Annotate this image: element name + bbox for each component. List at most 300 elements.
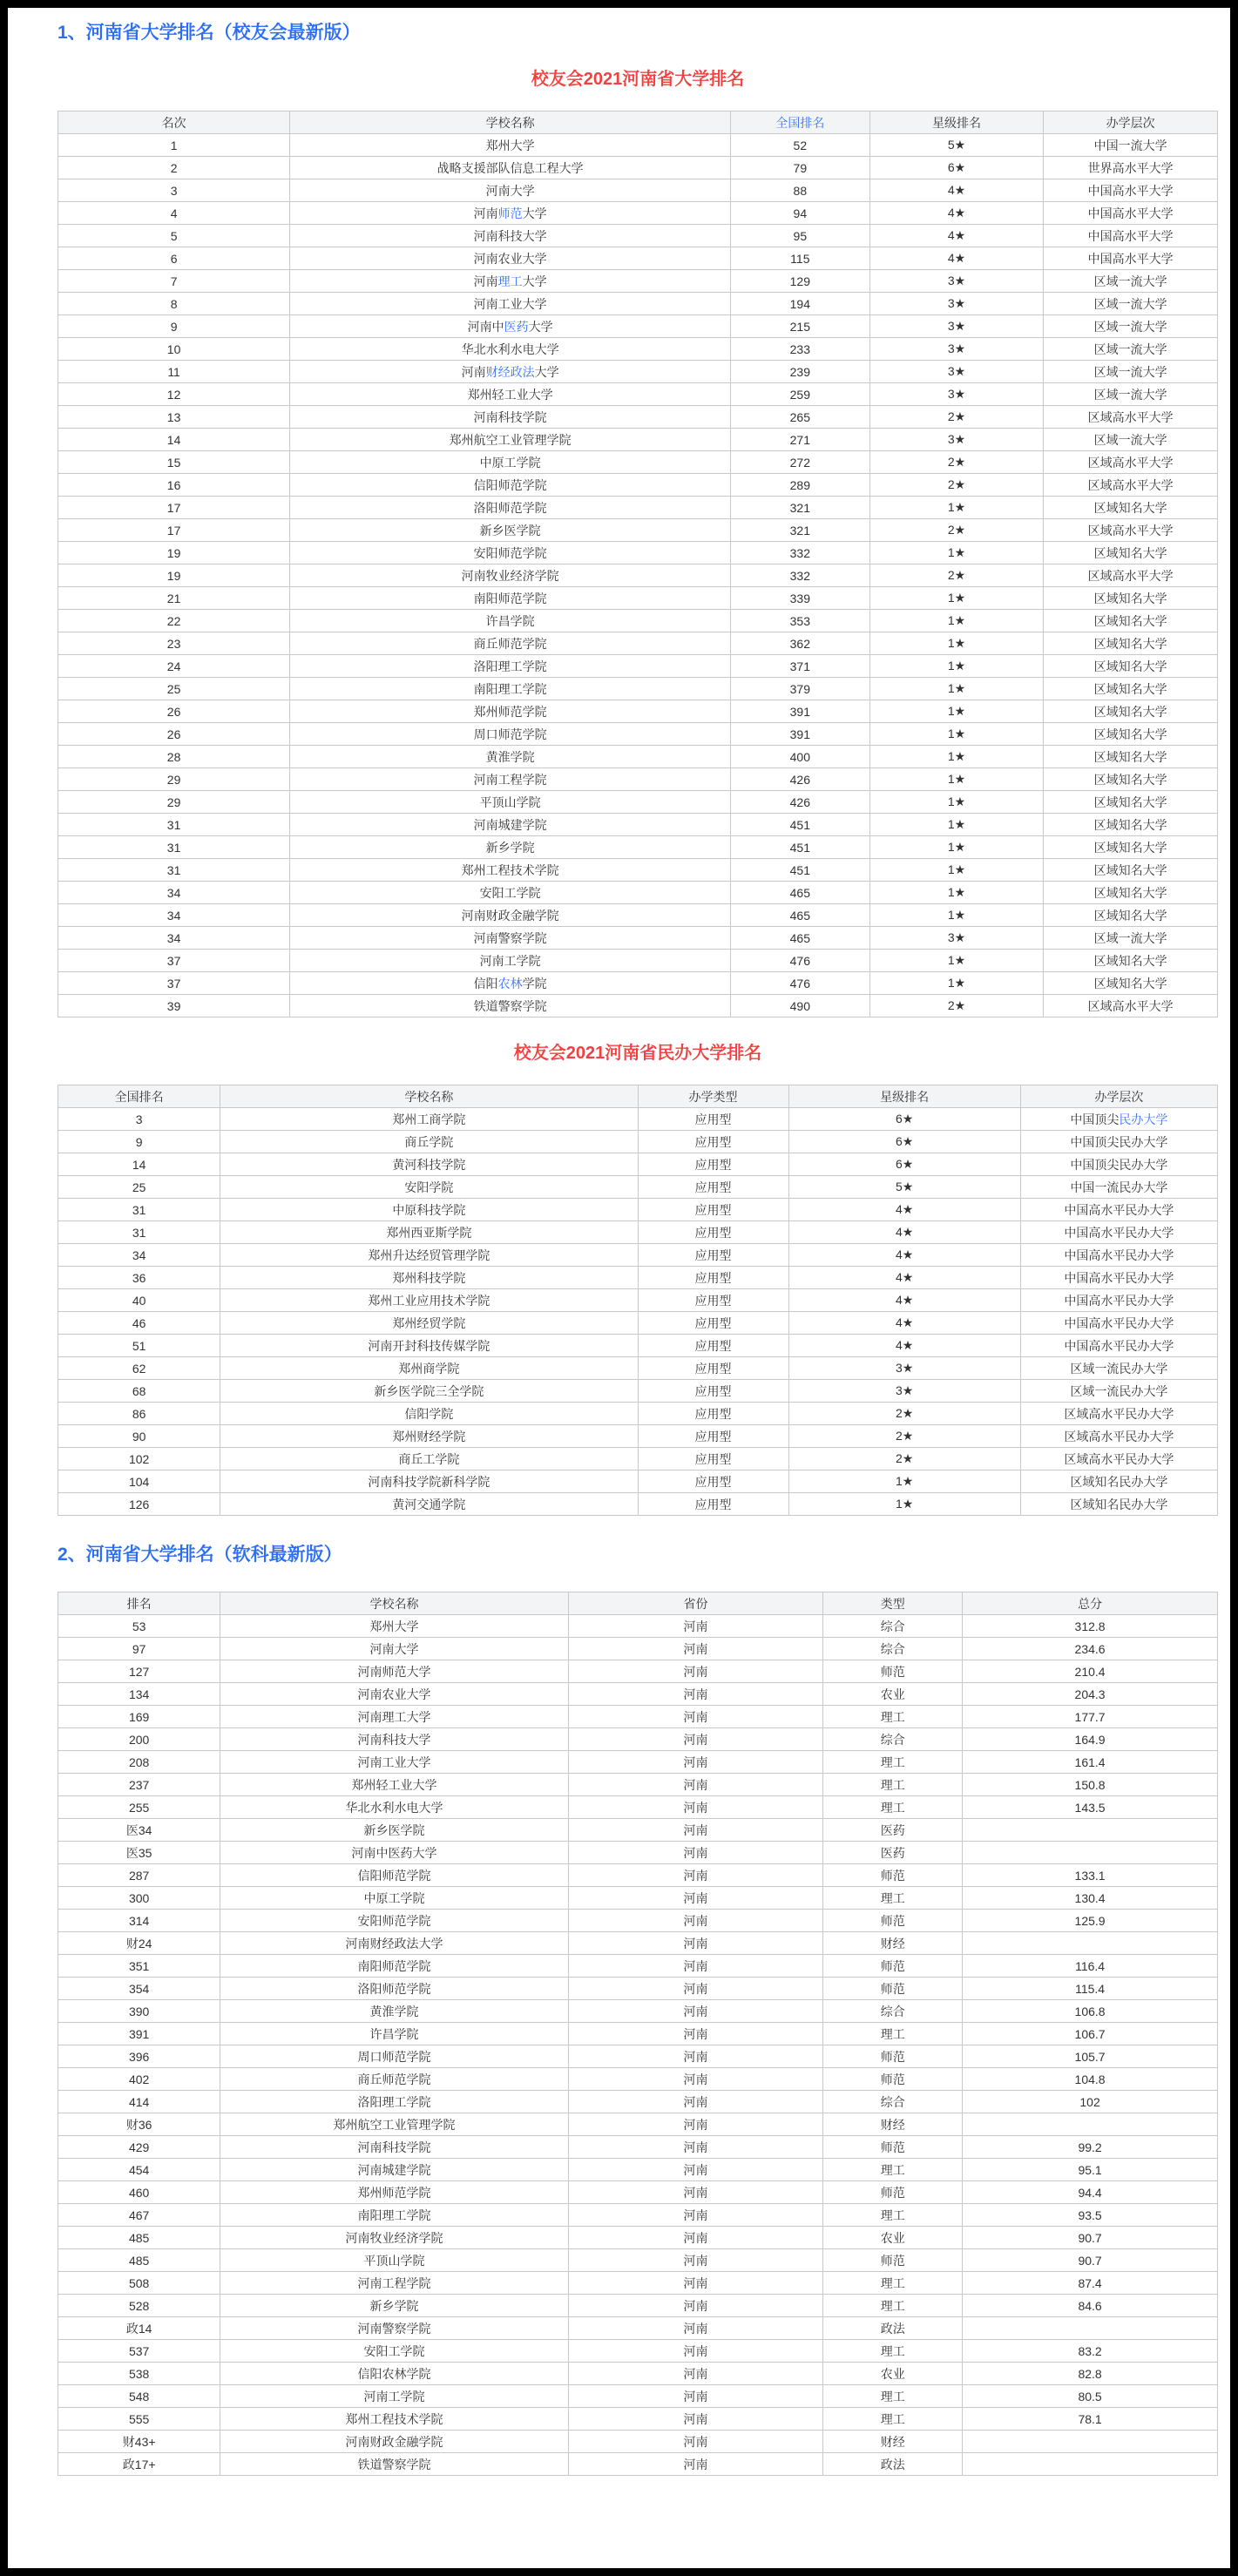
- table-cell: 新乡医学院: [290, 519, 731, 542]
- table-row: [58, 497, 1218, 519]
- table-cell: 208: [58, 1751, 220, 1774]
- table-cell: 161.4: [963, 1751, 1218, 1774]
- table-cell: 465: [730, 904, 869, 927]
- column-header: 办学层次: [1020, 1085, 1217, 1108]
- table-cell: 164.9: [963, 1728, 1218, 1751]
- table-cell: 53: [58, 1615, 220, 1638]
- table-cell: 19: [58, 565, 290, 587]
- table-cell: 河南: [568, 1660, 823, 1683]
- table-cell: 237: [58, 1774, 220, 1796]
- table-row: [58, 1615, 1218, 1638]
- table-cell: 34: [58, 927, 290, 950]
- table-cell: 1★: [869, 882, 1044, 904]
- table-cell: 4★: [788, 1199, 1020, 1221]
- table-cell: 河南: [568, 1615, 823, 1638]
- table-cell: 安阳工学院: [290, 882, 731, 904]
- table-row: [58, 1403, 1218, 1425]
- table-row: [58, 2249, 1218, 2272]
- table-cell: 理工: [823, 1796, 963, 1819]
- table-row: [58, 1289, 1218, 1312]
- table-cell: 465: [730, 882, 869, 904]
- table-cell: 485: [58, 2249, 220, 2272]
- table-cell: 2: [58, 157, 290, 179]
- table-cell: 区域知名大学: [1044, 791, 1218, 814]
- table-cell: 454: [58, 2159, 220, 2181]
- table-cell: 116.4: [963, 1955, 1218, 1978]
- table-cell: 22: [58, 610, 290, 632]
- table-cell: 4★: [788, 1267, 1020, 1289]
- table-cell: 财经: [823, 2431, 963, 2453]
- table-cell: 414: [58, 2091, 220, 2113]
- table-cell: 239: [730, 361, 869, 383]
- table-cell: 河南城建学院: [220, 2159, 568, 2181]
- table-cell: 黄河科技学院: [220, 1153, 638, 1176]
- table-cell: 区域知名大学: [1044, 678, 1218, 700]
- table-cell: 河南财经政法大学: [290, 361, 731, 383]
- table-cell: 339: [730, 587, 869, 610]
- table-cell: 区域知名大学: [1044, 859, 1218, 882]
- table-cell: 理工: [823, 1751, 963, 1774]
- table-cell: 区域知名大学: [1044, 950, 1218, 972]
- table-cell: 河南农业大学: [290, 247, 731, 270]
- table-cell: 314: [58, 1910, 220, 1932]
- table-cell: 河南理工大学: [220, 1706, 568, 1728]
- table-cell: 应用型: [638, 1403, 788, 1425]
- table-cell: 周口师范学院: [220, 2045, 568, 2068]
- table-cell: 4★: [788, 1335, 1020, 1357]
- table-cell: 区域知名大学: [1044, 972, 1218, 995]
- table-cell: 5★: [788, 1176, 1020, 1199]
- table-cell: 332: [730, 542, 869, 565]
- table-row: [58, 1153, 1218, 1176]
- table-cell: 师范: [823, 2249, 963, 2272]
- table-cell: 150.8: [963, 1774, 1218, 1796]
- table-cell: 3★: [788, 1357, 1020, 1380]
- table-row: [58, 768, 1218, 791]
- column-header: 办学层次: [1044, 112, 1218, 134]
- table-row: [58, 361, 1218, 383]
- table-cell: 综合: [823, 2091, 963, 2113]
- table-cell: 区域高水平大学: [1044, 451, 1218, 474]
- highlighted-keyword: 师范: [497, 206, 523, 220]
- table-cell: 应用型: [638, 1267, 788, 1289]
- table-cell: 129: [730, 270, 869, 293]
- table-cell: 区域知名大学: [1044, 610, 1218, 632]
- table-row: [58, 293, 1218, 315]
- table-cell: 204.3: [963, 1683, 1218, 1706]
- table-cell: 区域知名大学: [1044, 587, 1218, 610]
- table-cell: 理工: [823, 1887, 963, 1910]
- table-cell: 洛阳师范学院: [290, 497, 731, 519]
- table-row: [58, 2136, 1218, 2159]
- table-cell: 郑州商学院: [220, 1357, 638, 1380]
- table-cell: 133.1: [963, 1864, 1218, 1887]
- table-cell: 区域知名大学: [1044, 768, 1218, 791]
- table-row: [58, 1357, 1218, 1380]
- table-cell: 中国顶尖民办大学: [1020, 1108, 1217, 1131]
- table-cell: 中原科技学院: [220, 1199, 638, 1221]
- table-cell: 289: [730, 474, 869, 497]
- table-cell: 1★: [869, 542, 1044, 565]
- table-cell: [963, 2317, 1218, 2340]
- table-row: [58, 1380, 1218, 1403]
- table-cell: 综合: [823, 2000, 963, 2023]
- table-cell: 河南: [568, 2023, 823, 2045]
- table-cell: 1★: [869, 814, 1044, 836]
- table-cell: 134: [58, 1683, 220, 1706]
- table-row: [58, 610, 1218, 632]
- column-header: 学校名称: [220, 1085, 638, 1108]
- table-row: [58, 587, 1218, 610]
- table-cell: 河南: [568, 1638, 823, 1660]
- table-cell: 洛阳理工学院: [220, 2091, 568, 2113]
- table-cell: 51: [58, 1335, 220, 1357]
- table-cell: 河南: [568, 2181, 823, 2204]
- table-row: [58, 519, 1218, 542]
- table-cell: 312.8: [963, 1615, 1218, 1638]
- table-cell: 451: [730, 814, 869, 836]
- table-cell: 政法: [823, 2317, 963, 2340]
- table-row: [58, 2000, 1218, 2023]
- table-cell: 6★: [788, 1153, 1020, 1176]
- table-cell: 37: [58, 950, 290, 972]
- table-cell: 332: [730, 565, 869, 587]
- table-cell: 300: [58, 1887, 220, 1910]
- table-cell: 115.4: [963, 1978, 1218, 2000]
- table-cell: 师范: [823, 2136, 963, 2159]
- table-cell: 河南: [568, 2385, 823, 2408]
- table-cell: 理工: [823, 2385, 963, 2408]
- table-cell: 中国高水平大学: [1044, 225, 1218, 247]
- table-cell: 中国高水平民办大学: [1020, 1335, 1217, 1357]
- table-cell: 中原工学院: [290, 451, 731, 474]
- table-cell: 河南: [568, 1796, 823, 1819]
- table-cell: 郑州工程技术学院: [290, 859, 731, 882]
- table-cell: 信阳农林学院: [220, 2363, 568, 2385]
- table-cell: 31: [58, 859, 290, 882]
- table-cell: 区域一流大学: [1044, 429, 1218, 451]
- column-header: 名次: [58, 112, 290, 134]
- table-cell: 理工: [823, 2340, 963, 2363]
- section-2-heading: 2、河南省大学排名（软科最新版）: [58, 1545, 342, 1565]
- article-page: [8, 8, 1230, 2568]
- table-cell: 169: [58, 1706, 220, 1728]
- table-cell: 94: [730, 202, 869, 225]
- table-cell: 528: [58, 2295, 220, 2317]
- ruanke-university-ranking-table: [58, 1592, 1218, 2476]
- table-cell: 13: [58, 406, 290, 429]
- table-cell: 郑州航空工业管理学院: [220, 2113, 568, 2136]
- table-cell: 84.6: [963, 2295, 1218, 2317]
- table-cell: 3★: [869, 315, 1044, 338]
- table-cell: 391: [730, 700, 869, 723]
- highlighted-keyword: 财经政法: [485, 364, 535, 379]
- table-cell: 104: [58, 1471, 220, 1493]
- table-cell: 河南: [568, 1774, 823, 1796]
- table-cell: 287: [58, 1864, 220, 1887]
- table-cell: 34: [58, 882, 290, 904]
- table-cell: 485: [58, 2227, 220, 2249]
- table-cell: 391: [730, 723, 869, 746]
- table-cell: 4★: [788, 1289, 1020, 1312]
- table-cell: 17: [58, 519, 290, 542]
- column-header: 省份: [568, 1592, 823, 1615]
- table-cell: 区域知名大学: [1044, 746, 1218, 768]
- table-row: [58, 202, 1218, 225]
- table-cell: 400: [730, 746, 869, 768]
- table-cell: 80.5: [963, 2385, 1218, 2408]
- table-row: [58, 972, 1218, 995]
- table-cell: 83.2: [963, 2340, 1218, 2363]
- table-row: [58, 1728, 1218, 1751]
- table-cell: 信阳师范学院: [220, 1864, 568, 1887]
- cuaa-public-university-ranking-table: [58, 111, 1218, 1018]
- column-header: 学校名称: [220, 1592, 568, 1615]
- table-cell: 新乡学院: [220, 2295, 568, 2317]
- table-cell: 综合: [823, 1638, 963, 1660]
- table-row: [58, 1706, 1218, 1728]
- table-cell: 中原工学院: [220, 1887, 568, 1910]
- table-cell: 79: [730, 157, 869, 179]
- table-cell: 9: [58, 1131, 220, 1153]
- table-cell: 应用型: [638, 1221, 788, 1244]
- table-cell: 25: [58, 1176, 220, 1199]
- table-row: [58, 157, 1218, 179]
- table-cell: 区域知名大学: [1044, 497, 1218, 519]
- column-header: 全国排名: [58, 1085, 220, 1108]
- table-cell: 1★: [869, 950, 1044, 972]
- table-cell: 234.6: [963, 1638, 1218, 1660]
- table-cell: 476: [730, 972, 869, 995]
- table-cell: 4★: [869, 247, 1044, 270]
- table-cell: 16: [58, 474, 290, 497]
- table-cell: 215: [730, 315, 869, 338]
- header-row: [58, 1592, 1218, 1615]
- table-row: [58, 2091, 1218, 2113]
- table-cell: 3: [58, 1108, 220, 1131]
- table-cell: 255: [58, 1796, 220, 1819]
- table-cell: 中国高水平民办大学: [1020, 1221, 1217, 1244]
- table-cell: 河南: [568, 2431, 823, 2453]
- table-cell: 94.4: [963, 2181, 1218, 2204]
- table-row: [58, 632, 1218, 655]
- table-cell: 区域知名大学: [1044, 836, 1218, 859]
- table-cell: 127: [58, 1660, 220, 1683]
- table-cell: 31: [58, 814, 290, 836]
- table-row: [58, 315, 1218, 338]
- table-cell: 34: [58, 1244, 220, 1267]
- table-row: [58, 2272, 1218, 2295]
- table-cell: 河南: [568, 2317, 823, 2340]
- table-cell: 中国高水平民办大学: [1020, 1267, 1217, 1289]
- table-cell: 130.4: [963, 1887, 1218, 1910]
- table-cell: 河南: [568, 1728, 823, 1751]
- table-cell: 3★: [869, 338, 1044, 361]
- table-row: [58, 1244, 1218, 1267]
- table-cell: 河南: [568, 2295, 823, 2317]
- header-row: [58, 112, 1218, 134]
- table-cell: 南阳师范学院: [220, 1955, 568, 1978]
- table-cell: 62: [58, 1357, 220, 1380]
- table-row: [58, 1425, 1218, 1448]
- table-row: [58, 2045, 1218, 2068]
- highlighted-keyword: 民办大学: [1119, 1112, 1168, 1126]
- table-cell: 371: [730, 655, 869, 678]
- table-row: [58, 746, 1218, 768]
- table-cell: 河南: [568, 2227, 823, 2249]
- table-cell: 理工: [823, 2159, 963, 2181]
- table-cell: 河南科技学院: [220, 2136, 568, 2159]
- table-cell: 河南: [568, 2159, 823, 2181]
- column-header: 全国排名: [730, 112, 869, 134]
- table-row: [58, 1796, 1218, 1819]
- table-cell: 68: [58, 1380, 220, 1403]
- table-cell: 29: [58, 791, 290, 814]
- table-cell: 90.7: [963, 2227, 1218, 2249]
- table-cell: 31: [58, 1199, 220, 1221]
- cuaa-public-ranking-title: 校友会2021河南省大学排名: [531, 70, 745, 89]
- table-cell: 95.1: [963, 2159, 1218, 2181]
- table-cell: 南阳理工学院: [220, 2204, 568, 2227]
- table-cell: 391: [58, 2023, 220, 2045]
- table-cell: 31: [58, 1221, 220, 1244]
- table-cell: 商丘师范学院: [220, 2068, 568, 2091]
- column-header: 办学类型: [638, 1085, 788, 1108]
- table-row: [58, 2340, 1218, 2363]
- table-cell: 区域高水平大学: [1044, 474, 1218, 497]
- table-row: [58, 383, 1218, 406]
- table-cell: 426: [730, 768, 869, 791]
- table-cell: 财经: [823, 1932, 963, 1955]
- table-row: [58, 1864, 1218, 1887]
- table-cell: 铁道警察学院: [290, 995, 731, 1018]
- table-cell: 区域一流大学: [1044, 270, 1218, 293]
- table-cell: 应用型: [638, 1153, 788, 1176]
- table-cell: 区域一流民办大学: [1020, 1357, 1217, 1380]
- cuaa-private-ranking-title: 校友会2021河南省民办大学排名: [513, 1044, 762, 1063]
- table-cell: 医35: [58, 1842, 220, 1864]
- table-cell: 河南科技学院新科学院: [220, 1471, 638, 1493]
- table-cell: 河南: [568, 2453, 823, 2476]
- table-row: [58, 338, 1218, 361]
- table-cell: 河南: [568, 1932, 823, 1955]
- table-cell: 区域知名大学: [1044, 632, 1218, 655]
- table-cell: 177.7: [963, 1706, 1218, 1728]
- table-cell: 河南: [568, 2045, 823, 2068]
- table-cell: 1★: [869, 791, 1044, 814]
- table-cell: 1★: [869, 972, 1044, 995]
- table-cell: 洛阳师范学院: [220, 1978, 568, 2000]
- table-cell: 31: [58, 836, 290, 859]
- table-cell: 82.8: [963, 2363, 1218, 2385]
- table-row: [58, 1221, 1218, 1244]
- table-row: [58, 225, 1218, 247]
- table-cell: 中国一流大学: [1044, 134, 1218, 157]
- table-cell: 区域知名大学: [1044, 655, 1218, 678]
- table-cell: 548: [58, 2385, 220, 2408]
- table-row: [58, 2227, 1218, 2249]
- table-cell: 1★: [869, 632, 1044, 655]
- table-cell: 区域一流大学: [1044, 293, 1218, 315]
- table-cell: 区域高水平大学: [1044, 406, 1218, 429]
- table-cell: 中国高水平民办大学: [1020, 1289, 1217, 1312]
- table-cell: 安阳师范学院: [290, 542, 731, 565]
- table-cell: 河南工程学院: [220, 2272, 568, 2295]
- table-cell: 4★: [788, 1312, 1020, 1335]
- table-cell: 河南师范大学: [290, 202, 731, 225]
- table-row: [58, 859, 1218, 882]
- table-cell: 应用型: [638, 1108, 788, 1131]
- table-row: [58, 2408, 1218, 2431]
- table-cell: 396: [58, 2045, 220, 2068]
- table-cell: 应用型: [638, 1380, 788, 1403]
- table-cell: 区域高水平民办大学: [1020, 1448, 1217, 1471]
- table-cell: 1★: [869, 587, 1044, 610]
- table-cell: 259: [730, 383, 869, 406]
- column-header: 学校名称: [290, 112, 731, 134]
- table-cell: 河南: [568, 1910, 823, 1932]
- table-cell: 321: [730, 519, 869, 542]
- table-cell: 115: [730, 247, 869, 270]
- table-cell: 河南工业大学: [290, 293, 731, 315]
- table-cell: 新乡医学院三全学院: [220, 1380, 638, 1403]
- table-cell: 财经: [823, 2113, 963, 2136]
- table-cell: 362: [730, 632, 869, 655]
- table-cell: 17: [58, 497, 290, 519]
- table-cell: 19: [58, 542, 290, 565]
- table-cell: 商丘师范学院: [290, 632, 731, 655]
- table-cell: 3: [58, 179, 290, 202]
- table-cell: 353: [730, 610, 869, 632]
- table-cell: 河南: [568, 1683, 823, 1706]
- table-cell: 106.7: [963, 2023, 1218, 2045]
- table-row: [58, 1751, 1218, 1774]
- table-row: [58, 700, 1218, 723]
- highlighted-keyword: 医药: [504, 319, 529, 334]
- table-row: [58, 791, 1218, 814]
- table-cell: 战略支援部队信息工程大学: [290, 157, 731, 179]
- table-cell: 郑州财经学院: [220, 1425, 638, 1448]
- table-cell: 2★: [869, 519, 1044, 542]
- table-cell: 农业: [823, 2227, 963, 2249]
- table-row: [58, 2317, 1218, 2340]
- table-cell: 财43+: [58, 2431, 220, 2453]
- table-cell: 3★: [869, 293, 1044, 315]
- table-cell: 34: [58, 904, 290, 927]
- header-row: [58, 1085, 1218, 1108]
- table-cell: 25: [58, 678, 290, 700]
- table-cell: [963, 2453, 1218, 2476]
- table-row: [58, 1199, 1218, 1221]
- table-cell: 安阳师范学院: [220, 1910, 568, 1932]
- table-row: [58, 565, 1218, 587]
- table-cell: 4★: [869, 202, 1044, 225]
- table-cell: 河南科技学院: [290, 406, 731, 429]
- table-cell: 95: [730, 225, 869, 247]
- table-cell: 安阳工学院: [220, 2340, 568, 2363]
- table-cell: 6: [58, 247, 290, 270]
- table-cell: 37: [58, 972, 290, 995]
- table-cell: 465: [730, 927, 869, 950]
- table-cell: 97: [58, 1638, 220, 1660]
- table-cell: 4: [58, 202, 290, 225]
- table-cell: 中国高水平民办大学: [1020, 1199, 1217, 1221]
- table-cell: 93.5: [963, 2204, 1218, 2227]
- table-cell: 河南: [568, 2136, 823, 2159]
- table-cell: 555: [58, 2408, 220, 2431]
- table-row: [58, 1955, 1218, 1978]
- table-row: [58, 1660, 1218, 1683]
